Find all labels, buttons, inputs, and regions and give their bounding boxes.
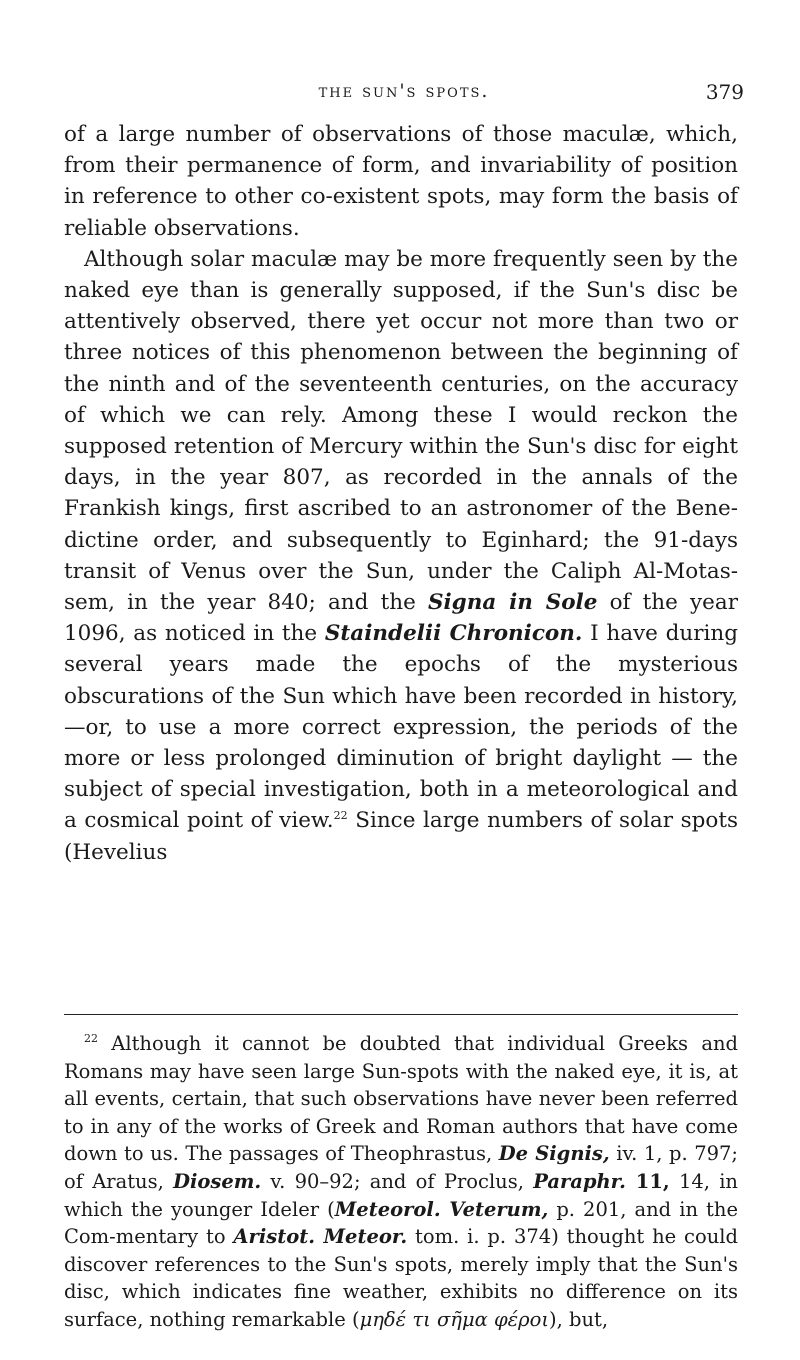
footnote-text-7: ), but, [548,1307,609,1331]
paragraph-1: of a large number of observations of those maculæ, which, from their permanence of form, and invariability of position in reference to other co-existent spots, may form the basis of reliable observations. [64,122,738,241]
footnote-text-6: tom. i. p. 374) thought he could discover references to the Sun's spots, merely imply that the Sun's disc, which indicates fine weather, exhibits no difference on its surface, nothing remarkable ( [64,1225,738,1331]
paragraph-2-text-1: Although solar maculæ may be more frequently seen by the naked eye than is generally supposed, if the Sun's disc be attentively observed, there yet occur not more than two or three notices of this phenomenon between the beginning of the ninth and of the seventeenth centuries, on the accuracy of which we can rely. Among these I would reckon the supposed retention of Mercury within the Sun's disc for eight days, in the year 807, as recorded in the annals of the Frankish kings, first ascribed to an astronomer of the Bene-dictine order, and subsequently to Eginhard; the 91-days transit of Venus over the Sun, under the Caliph Al-Motas-sem, in the year 840; and the [64,246,738,616]
footnote-text-5: p. 201, and in the Com-mentary to [64,1197,738,1249]
italic-signa-in-sole: Signa in Sole [427,590,598,616]
italic-paraphr: Paraphr. [533,1169,626,1193]
footnote-text-1: Although it cannot be doubted that individual Greeks and Romans may have seen large Sun-spots with the naked eye, it is, at all events, certain, that such observations have never been referred to in any of the works of Greek and Roman authors that have come down to us. The passages of Theophrastus, [64,1032,738,1166]
footnote-divider [64,1014,738,1015]
italic-de-signis: De Signis, [498,1142,610,1166]
page-number: 379 [705,80,744,104]
greek-quotation: μηδέ τι σῆμα φέροι [359,1307,549,1331]
footnotes [64,1030,738,1334]
italic-aristot-meteor: Aristot. Meteor. [233,1225,408,1249]
footnote-text-3: v. 90–92; and of Proclus, [261,1169,534,1193]
paragraph-2 [64,244,738,868]
italic-diosem: Diosem. [173,1169,262,1193]
bold-eleven: 11, [625,1169,670,1193]
footnote-text-2: iv. 1, p. 797; of Aratus, [64,1142,738,1193]
footnote-reference-22[interactable]: 22 [333,809,348,823]
paragraph-2-text-3: I have during several years made the epochs of the mysterious obscurations of the Sun which have been recorded in history,—or, to use a more correct expression, the periods of the more or less prolonged diminution of bright daylight — the subject of special investigation, both in a meteorological and a cosmical point of view. [64,621,738,834]
paragraph-2-text-2: of the year 1096, as noticed in the [64,590,738,647]
footnote-text-4: 14, in which the younger Ideler ( [64,1169,738,1221]
footnote-mark: 22 [84,1032,98,1045]
main-text [64,119,738,868]
footnote-22 [64,1030,738,1334]
running-title: the sun's spots. [318,80,490,102]
italic-staindelii-chronicon: Staindelii Chronicon. [324,621,583,647]
italic-meteorol-veterum: Meteorol. Veterum, [334,1197,549,1221]
page-header [64,80,744,110]
paragraph-2-text-4: Since large numbers of solar spots (Hevelius [64,808,739,865]
